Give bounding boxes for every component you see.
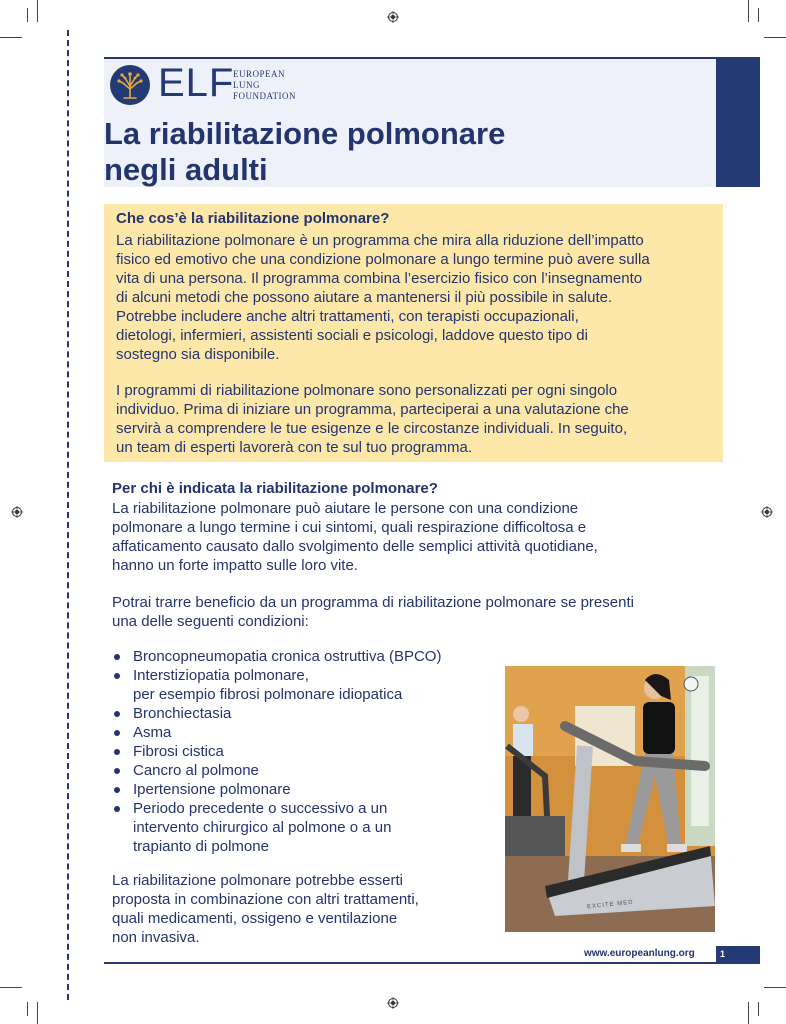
- treadmill-label: EXCITE MED: [586, 899, 634, 911]
- conditions-list: [112, 647, 441, 856]
- intro-heading: Che cos’è la riabilitazione polmonare?: [116, 210, 390, 227]
- list-item: Ipertensione polmonare: [112, 780, 441, 799]
- bullet-icon: [114, 673, 120, 679]
- bullet-icon: [114, 768, 120, 774]
- registration-mark-icon: [761, 506, 773, 518]
- fold-line: [67, 30, 69, 1000]
- who-paragraph-1: La riabilitazione polmonare può aiutare le persone con una condizione polmonare a lungo termine i cui sintomi, quali respirazione difficoltosa e affaticamento causato dallo svolgimento delle semplici attività quotidiane, hanno un forte impatto sulle loro vite.: [112, 500, 598, 574]
- closing-paragraph: La riabilitazione polmonare potrebbe esserti proposta in combinazione con altri trattamenti, quali medicamenti, ossigeno e ventilazione non invasiva.: [112, 872, 419, 946]
- bullet-icon: [114, 749, 120, 755]
- registration-mark-icon: [11, 506, 23, 518]
- page-number-badge: 1: [716, 946, 760, 964]
- footer-rule: [104, 962, 760, 964]
- treadmill-scene-icon: [505, 666, 715, 932]
- crop-mark: [748, 1002, 749, 1024]
- list-item: Fibrosi cistica: [112, 742, 441, 761]
- crop-mark: [764, 987, 786, 988]
- bullet-icon: [114, 806, 120, 812]
- bullet-icon: [114, 654, 120, 660]
- who-heading: Per chi è indicata la riabilitazione polmonare?: [112, 480, 438, 497]
- tree-icon: [110, 65, 150, 105]
- list-item: Asma: [112, 723, 441, 742]
- page-title: La riabilitazione polmonare negli adulti: [104, 116, 506, 187]
- crop-mark: [37, 0, 38, 22]
- list-item: Broncopneumopatia cronica ostruttiva (BPCO): [112, 647, 441, 666]
- header-side-block: [716, 57, 760, 187]
- bullet-icon: [114, 711, 120, 717]
- list-item: Interstiziopatia polmonare, per esempio fibrosi polmonare idiopatica: [112, 666, 441, 704]
- list-item: Cancro al polmone: [112, 761, 441, 780]
- footer-website-link[interactable]: www.europeanlung.org: [584, 948, 695, 959]
- crop-mark: [0, 987, 22, 988]
- crop-mark: [0, 37, 22, 38]
- logo-subtitle: EUROPEAN LUNG FOUNDATION: [233, 69, 296, 101]
- bullet-icon: [114, 730, 120, 736]
- crop-mark: [758, 8, 759, 22]
- crop-mark: [37, 1002, 38, 1024]
- crop-mark: [27, 1002, 28, 1016]
- crop-mark: [748, 0, 749, 22]
- crop-mark: [764, 37, 786, 38]
- logo-acronym: ELF: [158, 61, 235, 105]
- who-paragraph-2: Potrai trarre beneficio da un programma di riabilitazione polmonare se presenti una delle seguenti condizioni:: [112, 594, 634, 630]
- list-item: Periodo precedente o successivo a un intervento chirurgico al polmone o a un trapianto di polmone: [112, 799, 441, 856]
- treadmill-photo: [505, 666, 715, 932]
- intro-paragraph-2: I programmi di riabilitazione polmonare sono personalizzati per ogni singolo individuo. Prima di iniziare un programma, parteciperai a una valutazione che servirà a comprendere le tue esigenze e le circostanze individuali. In seguito, un team di esperti lavorerà con te sul tuo programma.: [116, 382, 629, 456]
- bullet-icon: [114, 787, 120, 793]
- elf-logo: [110, 61, 310, 109]
- logo-badge: [110, 65, 150, 105]
- crop-mark: [27, 8, 28, 22]
- registration-mark-icon: [387, 997, 399, 1009]
- crop-mark: [758, 1002, 759, 1016]
- list-item: Bronchiectasia: [112, 704, 441, 723]
- intro-paragraph-1: La riabilitazione polmonare è un programma che mira alla riduzione dell’impatto fisico ed emotivo che una condizione polmonare a lungo termine può avere sulla vita di una persona. Il programma combina l’esercizio fisico con l’insegnamento di alcuni metodi che possono aiutare a mantenersi il più possibile in salute. Potrebbe includere anche altri trattamenti, con terapisti occupazionali, dietologi, infermieri, assistenti sociali e psicologi, laddove questo tipo di sostegno sia disponibile.: [116, 232, 650, 363]
- registration-mark-icon: [387, 11, 399, 23]
